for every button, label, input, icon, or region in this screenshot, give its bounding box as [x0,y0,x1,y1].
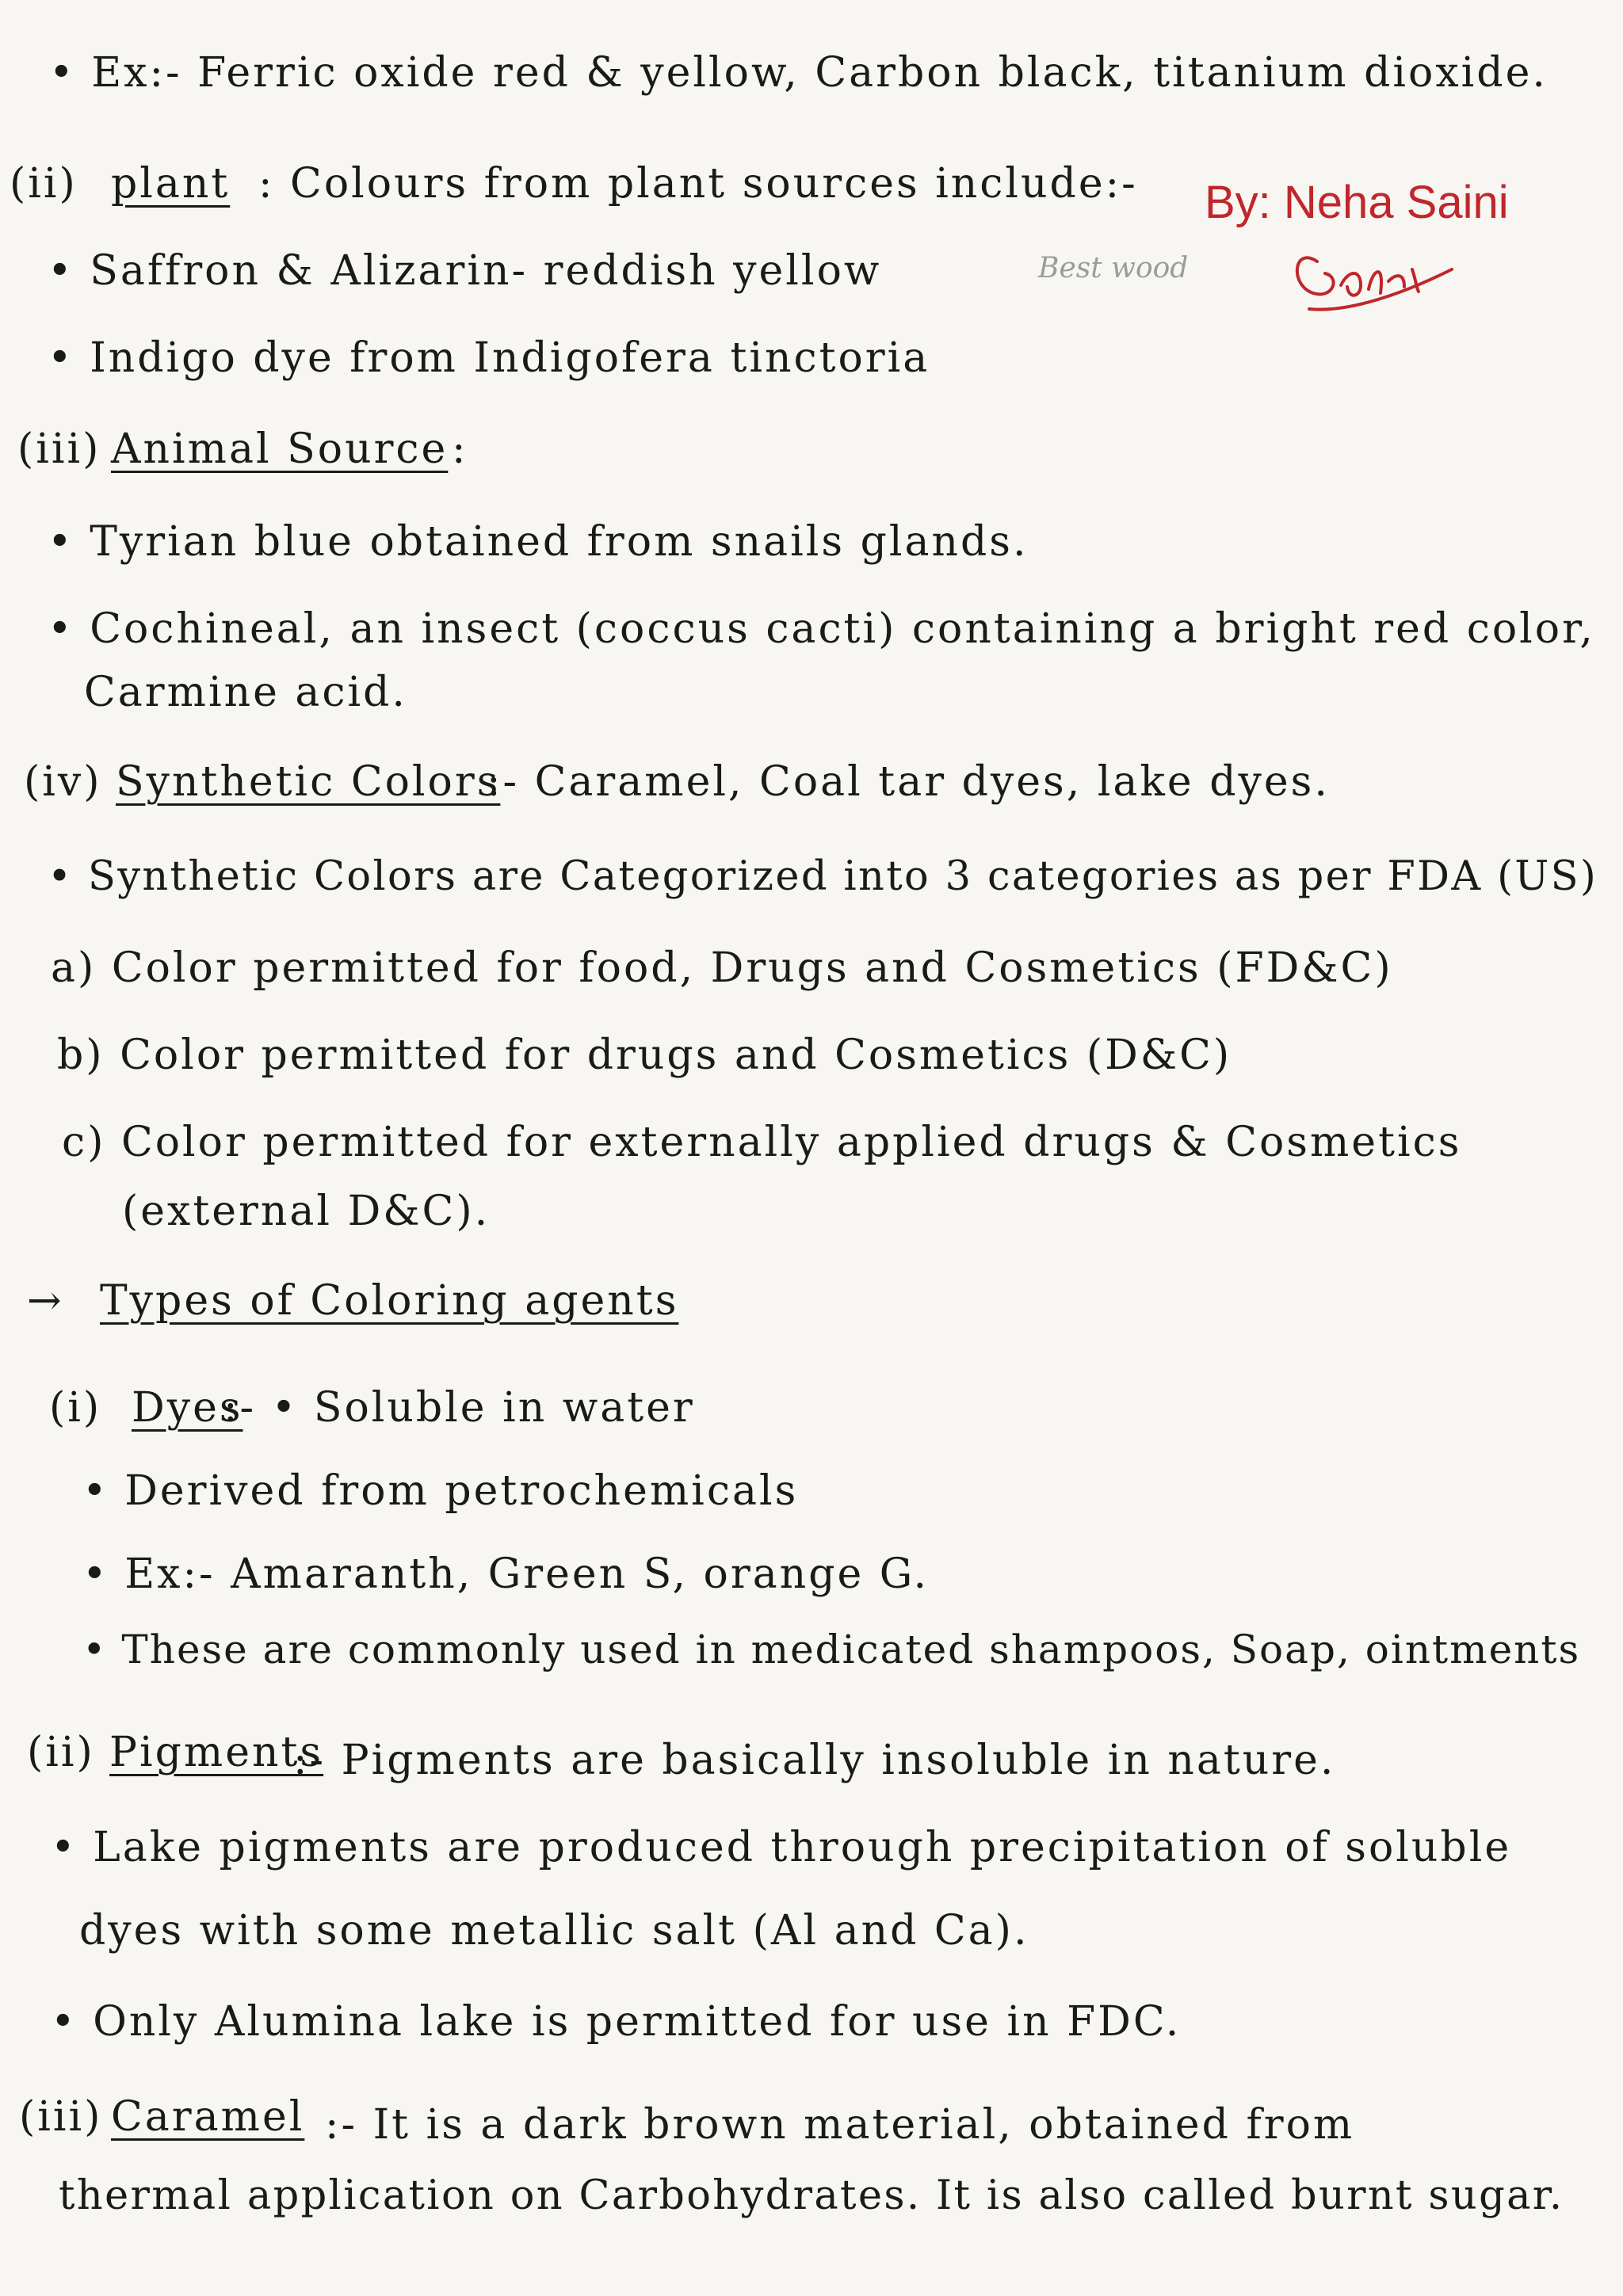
line-lake-pigments: • Lake pigments are produced through precipitation of soluble [51,1824,1512,1871]
line-cochineal: • Cochineal, an insect (coccus cacti) containing a bright red color, [48,605,1595,653]
line-category-c: c) Color permitted for externally applied drugs & Cosmetics [62,1119,1462,1166]
signature-mark [1285,238,1460,325]
heading-caramel: Caramel [111,2093,305,2141]
line-dyes-examples: • Ex:- Amaranth, Green S, orange G. [82,1550,930,1598]
line-category-b: b) Color permitted for drugs and Cosmetics (D&C) [57,1032,1232,1079]
section-number: (iii) [17,425,101,473]
line-petrochemicals: • Derived from petrochemicals [82,1467,799,1515]
line-plant-desc: : Colours from plant sources include:- [258,160,1138,208]
line-carmine: Carmine acid. [84,669,407,716]
section-number: (iii) [19,2093,103,2141]
heading-colon: : [452,425,468,473]
line-ex-inorganic: • Ex:- Ferric oxide red & yellow, Carbon black, titanium dioxide. [49,49,1548,97]
heading-dyes: Dyes [132,1384,243,1432]
line-synthetic-examples: :- Caramel, Coal tar dyes, lake dyes. [487,758,1330,806]
section-number: (ii) [27,1729,95,1776]
heading-pigments: Pigments [109,1729,324,1776]
line-indigo: • Indigo dye from Indigofera tinctoria [48,334,930,382]
line-caramel-desc: :- It is a dark brown material, obtained from [325,2101,1355,2149]
line-category-a: a) Color permitted for food, Drugs and Cosmetics (FD&C) [51,944,1393,992]
line-category-c-cont: (external D&C). [122,1188,491,1235]
author-credit: By: Neha Saini [1205,177,1509,228]
heading-synthetic-colors: Synthetic Colors [116,758,501,806]
line-pigments-insoluble: :- Pigments are basically insoluble in nature. [293,1737,1336,1784]
arrow-icon: → [27,1277,64,1325]
line-dyes-uses: • These are commonly used in medicated shampoos, Soap, ointments [82,1627,1581,1672]
section-number: (ii) [10,160,78,208]
line-alumina-lake: • Only Alumina lake is permitted for use in FDC. [51,1998,1182,2046]
heading-plant: plant [111,160,231,208]
line-fda-categories: • Synthetic Colors are Categorized into 3 categories as per FDA (US) [48,853,1598,900]
line-saffron: • Saffron & Alizarin- reddish yellow [48,247,882,295]
section-number: (iv) [24,758,102,806]
heading-types-of-coloring-agents: Types of Coloring agents [100,1277,679,1325]
line-lake-pigments-cont: dyes with some metallic salt (Al and Ca). [79,1907,1029,1955]
line-dyes-soluble: :- • Soluble in water [223,1384,695,1432]
heading-animal-source: Animal Source [111,425,449,473]
section-number: (i) [49,1384,102,1432]
faint-pencil-note: Best wood [1038,252,1189,284]
line-caramel-cont: thermal application on Carbohydrates. It is also called burnt sugar. [59,2172,1564,2219]
line-tyrian-blue: • Tyrian blue obtained from snails glands. [48,518,1029,566]
